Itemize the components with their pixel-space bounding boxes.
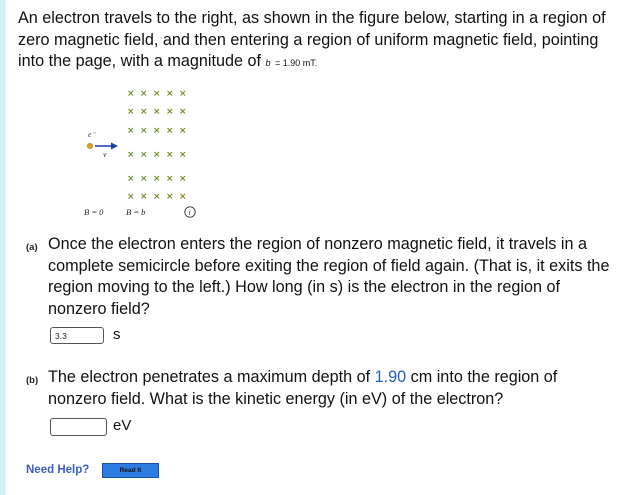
part-b-answer-input[interactable] — [50, 418, 107, 436]
part-b-unit: eV — [113, 417, 132, 434]
field-x-mark: × — [179, 107, 187, 117]
field-x-mark: × — [140, 89, 148, 99]
depth-value: 1.90 — [374, 368, 407, 386]
intro-text: An electron travels to the right, as shown in the figure below, starting in a region of zero magnetic field, and then entering a region of uniform magnetic field, pointing into the page, with a magnitude of — [18, 9, 606, 70]
field-x-mark: × — [179, 174, 187, 184]
info-icon-glyph: i — [188, 208, 191, 217]
label-b-zero: B = 0 — [84, 207, 104, 217]
field-x-mark: × — [153, 174, 161, 184]
field-x-mark: × — [166, 174, 174, 184]
field-x-mark: × — [179, 150, 187, 160]
part-a-question: Once the electron enters the region of nonzero magnetic field, it travels in a complete semicircle before exiting the region of field again. (That is, it exits the region moving to the left.) How long (in s) is the electron in the region of nonzero field? — [48, 235, 610, 318]
field-x-mark: × — [127, 174, 135, 184]
question-intro — [18, 8, 618, 75]
field-x-mark: × — [127, 150, 135, 160]
need-help-label: Need Help? — [26, 464, 90, 476]
label-b-equals-b: B = b — [126, 207, 146, 217]
field-x-mark: × — [179, 126, 187, 136]
part-b-text-after: cm into the region of nonzero field. What is the kinetic energy (in eV) of the electron? — [48, 368, 558, 408]
velocity-arrowhead — [111, 143, 118, 150]
info-icon[interactable] — [185, 207, 195, 217]
field-x-mark: × — [153, 107, 161, 117]
field-x-grid — [127, 89, 187, 202]
velocity-label: v — [103, 150, 107, 159]
field-x-mark: × — [140, 126, 148, 136]
part-b-question — [48, 367, 618, 410]
read-it-button[interactable]: Read It — [102, 463, 159, 478]
field-x-mark: × — [127, 192, 135, 202]
field-x-mark: × — [140, 192, 148, 202]
field-x-mark: × — [153, 150, 161, 160]
field-x-mark: × — [140, 107, 148, 117]
part-a-tag: (a) — [26, 242, 38, 253]
field-x-mark: × — [127, 126, 135, 136]
electron-dot — [87, 143, 92, 148]
field-x-mark: × — [179, 89, 187, 99]
field-x-mark: × — [127, 107, 135, 117]
field-x-mark: × — [166, 192, 174, 202]
electron-label: e⁻ — [88, 130, 96, 139]
part-a-unit: s — [113, 326, 121, 343]
field-x-mark: × — [140, 150, 148, 160]
part-b-tag: (b) — [26, 375, 39, 386]
part-b-text-before: The electron penetrates a maximum depth of — [48, 368, 371, 386]
field-x-mark: × — [166, 89, 174, 99]
field-x-mark: × — [127, 89, 135, 99]
field-x-mark: × — [179, 192, 187, 202]
field-x-mark: × — [140, 174, 148, 184]
b-magnitude: = 1.90 mT. — [275, 58, 318, 68]
field-x-mark: × — [153, 89, 161, 99]
field-x-mark: × — [166, 107, 174, 117]
field-x-mark: × — [166, 150, 174, 160]
field-x-mark: × — [166, 126, 174, 136]
field-x-mark: × — [153, 126, 161, 136]
part-a-answer-input[interactable] — [50, 327, 104, 344]
b-symbol: b — [265, 58, 271, 68]
field-x-mark: × — [153, 192, 161, 202]
